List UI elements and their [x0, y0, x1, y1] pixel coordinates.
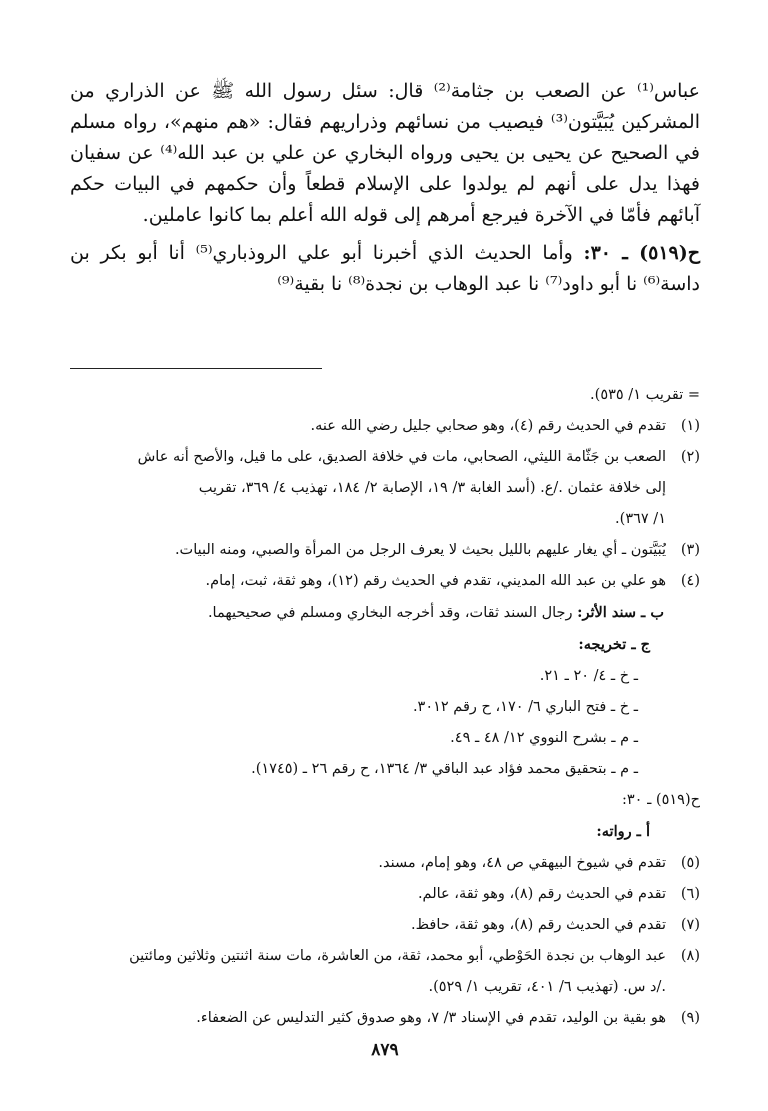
- footnote-text: هو بقية بن الوليد، تقدم في الإسناد ٣/ ٧، وهو صدوق كثير التدليس عن الضعفاء.: [196, 1010, 666, 1026]
- footnote-text: ١/ ٣٦٧).: [615, 511, 666, 527]
- footnote-divider: [70, 368, 322, 369]
- takhrij-item: ـ م ـ بتحقيق محمد فؤاد عبد الباقي ٣/ ١٣٦٤، ح رقم ٢٦ ـ (١٧٤٥).: [251, 761, 638, 777]
- footnote-number: (١): [680, 418, 700, 434]
- footnote-text: تقدم في شيوخ البيهقي ص ٤٨، وهو إمام، مسند.: [378, 855, 666, 871]
- footnote-9: [70, 1003, 700, 1034]
- book-page: [70, 0, 700, 1111]
- footnote-text: ./د س. (تهذيب ٦/ ٤٠١، تقريب ١/ ٥٢٩).: [428, 979, 666, 995]
- footnote-text: عبد الوهاب بن نجدة الحَوْطي، أبو محمد، ثقة، من العاشرة، مات سنة اثنتين وثلاثين ومائتين: [129, 948, 666, 964]
- page-number: ٨٧٩: [371, 1040, 399, 1060]
- footnote-number: (٧): [680, 917, 700, 933]
- footnote-number: (٥): [680, 855, 700, 871]
- paragraph-2-text: وأما الحديث الذي أخبرنا أبو علي الروذباري⁽⁵⁾ أنا أبو بكر بن داسة⁽⁶⁾ نا أبو داود⁽⁷⁾ نا عبد الوهاب بن نجدة⁽⁸⁾ نا بقية⁽⁹⁾: [70, 242, 700, 295]
- footnote-3: [70, 535, 700, 566]
- footnote-5: [70, 848, 700, 879]
- sanad-text: رجال السند ثقات، وقد أخرجه البخاري ومسلم في صحيحيهما.: [207, 605, 573, 621]
- footnote-text: تقدم في الحديث رقم (٤)، وهو صحابي جليل رضي الله عنه.: [310, 418, 666, 434]
- footnote-continuation: = تقريب ١/ ٥٣٥).: [590, 387, 700, 403]
- footnote-text: هو علي بن عبد الله المديني، تقدم في الحديث رقم (١٢)، وهو ثقة، ثبت، إمام.: [205, 573, 666, 589]
- paragraph-1: عباس⁽¹⁾ عن الصعب بن جثامة⁽²⁾ قال: سئل رسول الله ﷺ عن الذراري من المشركين يُبَيَّتون⁽³⁾ فيصيب من نسائهم وذراريهم فقال: «هم منهم»، رواه مسلم في الصحيح عن يحيى بن يحيى ورواه البخاري عن علي بن عبد الله⁽⁴⁾ عن سفيان فهذا يدل على أنهم لم يولدوا على الإسلام قطعاً وأن حكمهم في البيات حكم آبائهم فأمّا في الآخرة فيرجع أمرهم إلى قوله الله أعلم بما كانوا عاملين.: [70, 80, 700, 226]
- footnote-text: الصعب بن جَثّامة الليثي، الصحابي، مات في خلافة الصديق، على ما قيل، والأصح أنه عاش: [137, 449, 666, 465]
- footnote-text: تقدم في الحديث رقم (٨)، وهو ثقة، عالم.: [417, 886, 666, 902]
- sanad-label: ب ـ سند الأثر:: [577, 604, 664, 621]
- footnote-number: (٩): [680, 1010, 700, 1026]
- footnote-number: (٦): [680, 886, 700, 902]
- hadith-number: ح(٥١٩) ـ ٣٠:: [583, 242, 700, 264]
- takhrij-label: ج ـ تخريجه:: [578, 636, 650, 653]
- footnote-8: [70, 941, 700, 1003]
- footnotes: [70, 380, 700, 1034]
- footnote-6: [70, 879, 700, 910]
- footnote-1: [70, 411, 700, 442]
- footnote-number: (٣): [680, 542, 700, 558]
- takhrij-item: ـ خ ـ ٤/ ٢٠ ـ ٢١.: [539, 668, 638, 684]
- hadith-label: ح(٥١٩) ـ ٣٠:: [622, 792, 700, 808]
- footnote-number: (٤): [680, 573, 700, 589]
- main-text: [70, 76, 700, 300]
- ruwat-label: أ ـ رواته:: [596, 823, 650, 840]
- sanad-line: [70, 597, 700, 629]
- footnote-number: (٢): [680, 449, 700, 465]
- footnote-number: (٨): [680, 948, 700, 964]
- footnote-4: [70, 566, 700, 597]
- footnote-text: إلى خلافة عثمان ./ع. (أسد الغابة ٣/ ١٩، الإصابة ٢/ ١٨٤، تهذيب ٤/ ٣٦٩، تقريب: [198, 480, 666, 496]
- paragraph-2: [70, 238, 700, 300]
- footnote-text: تقدم في الحديث رقم (٨)، وهو ثقة، حافظ.: [411, 917, 666, 933]
- takhrij-item: ـ م ـ بشرح النووي ١٢/ ٤٨ ـ ٤٩.: [450, 730, 638, 746]
- footnote-2: [70, 442, 700, 535]
- takhrij-item: ـ خ ـ فتح الباري ٦/ ١٧٠، ح رقم ٣٠١٢.: [412, 699, 638, 715]
- footnote-text: يُبَيَّتون ـ أي يغار عليهم بالليل بحيث لا يعرف الرجل من المرأة والصبي، ومنه البيات.: [174, 542, 666, 558]
- footnote-7: [70, 910, 700, 941]
